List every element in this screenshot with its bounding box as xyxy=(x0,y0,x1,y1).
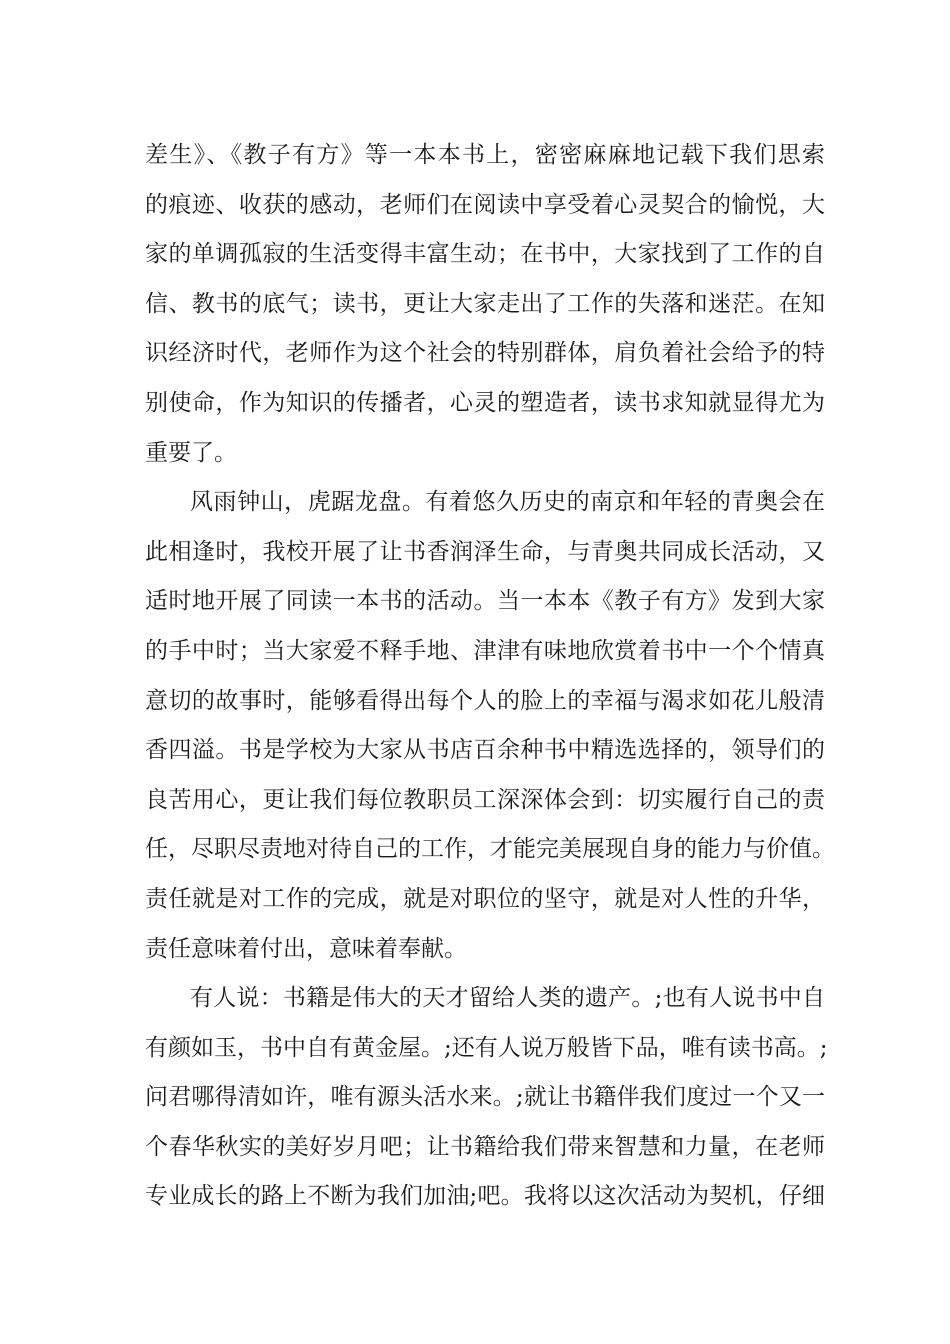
text-line: 信、教书的底气；读书，更让大家走出了工作的失落和迷茫。在知 xyxy=(145,290,825,317)
text-line: 专业成长的路上不断为我们加油;吧。我将以这次活动为契机，仔细 xyxy=(145,1183,825,1210)
text-line: 差生》、《教子有方》等一本本书上，密密麻麻地记载下我们思索 xyxy=(145,142,825,168)
text-line: 家的单调孤寂的生活变得丰富生动；在书中，大家找到了工作的自 xyxy=(145,241,825,268)
paragraph-2 xyxy=(145,478,835,974)
text-line: 风雨钟山，虎踞龙盘。有着悠久历史的南京和年轻的青奥会在 xyxy=(190,489,825,516)
text-line: 个春华秋实的美好岁月吧；让书籍给我们带来智慧和力量，在老师 xyxy=(145,1133,825,1160)
text-line: 别使命，作为知识的传播者，心灵的塑造者，读书求知就显得尤为 xyxy=(145,389,825,416)
body-text xyxy=(145,131,835,1222)
text-line: 有人说：书籍是伟大的天才留给人类的遗产。;也有人说书中自 xyxy=(190,985,825,1012)
text-line: 识经济时代，老师作为这个社会的特别群体，肩负着社会给予的特 xyxy=(145,340,825,367)
text-line: 任，尽职尽责地对待自己的工作，才能完美展现自身的能力与价值。 xyxy=(145,836,835,863)
text-line: 适时地开展了同读一本书的活动。当一本本《教子有方》发到大家 xyxy=(145,588,825,615)
text-line: 香四溢。书是学校为大家从书店百余种书中精选选择的，领导们的 xyxy=(145,737,825,764)
text-line: 责任就是对工作的完成，就是对职位的坚守，就是对人性的升华， xyxy=(145,885,825,912)
text-line: 问君哪得清如许，唯有源头活水来。;就让书籍伴我们度过一个又一 xyxy=(145,1084,825,1111)
text-line: 有颜如玉，书中自有黄金屋。;还有人说万般皆下品，唯有读书高。; xyxy=(145,1034,828,1061)
paragraph-3 xyxy=(145,974,828,1222)
text-line: 的痕迹、收获的感动，老师们在阅读中享受着心灵契合的愉悦，大 xyxy=(145,191,825,218)
text-line: 良苦用心，更让我们每位教职员工深深体会到：切实履行自己的责 xyxy=(145,786,825,813)
text-line: 的手中时；当大家爱不释手地、津津有味地欣赏着书中一个个情真 xyxy=(145,637,825,664)
text-line: 意切的故事时，能够看得出每个人的脸上的幸福与渴求如花儿般清 xyxy=(145,687,825,714)
paragraph-1 xyxy=(145,131,825,478)
text-line: 重要了。 xyxy=(145,439,237,466)
text-line: 此相逢时，我校开展了让书香润泽生命，与青奥共同成长活动，又 xyxy=(145,538,825,565)
text-line: 责任意味着付出，意味着奉献。 xyxy=(145,935,467,962)
